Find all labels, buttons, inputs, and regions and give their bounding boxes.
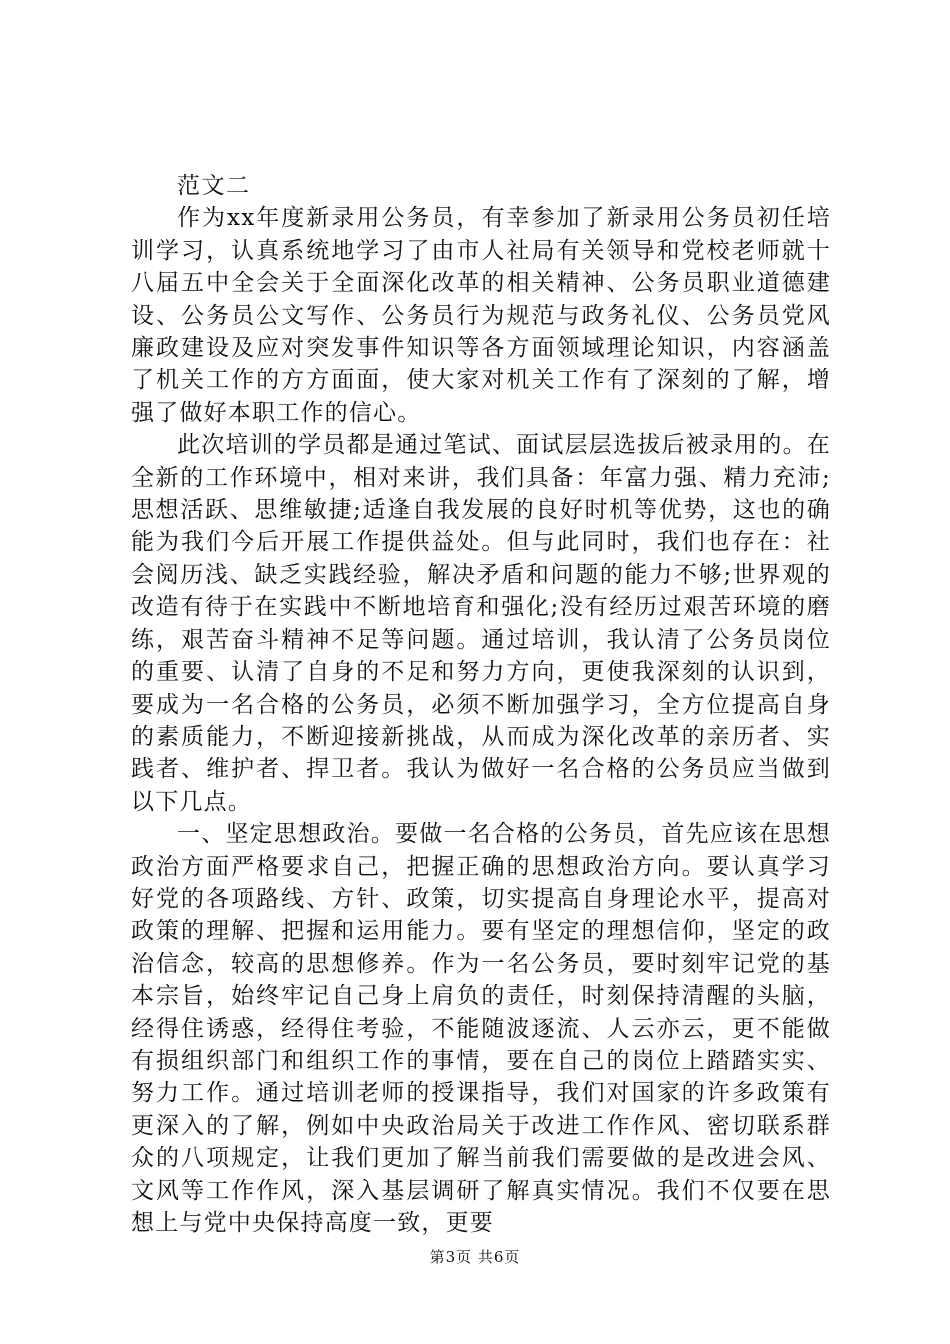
- document-body: [131, 170, 831, 1239]
- paragraph-intro: 作为xx年度新录用公务员，有幸参加了新录用公务员初任培训学习，认真系统地学习了由市人社局有关领导和党校老师就十八届五中全会关于全面深化改革的相关精神、公务员职业道德建设、公务员公文写作、公务员行为规范与政务礼仪、公务员党风廉政建设及应对突发事件知识等各方面领域理论知识，内容涵盖了机关工作的方方面面，使大家对机关工作有了深刻的了解，增强了做好本职工作的信心。: [131, 205, 831, 426]
- paragraph-training: 此次培训的学员都是通过笔试、面试层层选拔后被录用的。在全新的工作环境中，相对来讲，我们具备：年富力强、精力充沛;思想活跃、思维敏捷;适逢自我发展的良好时机等优势，这也的确能为我们今后开展工作提供益处。但与此同时，我们也存在：社会阅历浅、缺乏实践经验，解决矛盾和问题的能力不够;世界观的改造有待于在实践中不断地培育和强化;没有经历过艰苦环境的磨练，艰苦奋斗精神不足等问题。通过培训，我认清了公务员岗位的重要、认清了自身的不足和努力方向，更使我深刻的认识到，要成为一名合格的公务员，必须不断加强学习，全方位提高自身的素质能力，不断迎接新挑战，从而成为深化改革的亲历者、实践者、维护者、捍卫者。我认为做好一名合格的公务员应当做到以下几点。: [131, 432, 831, 815]
- section-heading: 范文二: [177, 173, 251, 199]
- page-footer: 第3页 共6页: [429, 1248, 521, 1266]
- paragraph-political: 一、坚定思想政治。要做一名合格的公务员，首先应该在思想政治方面严格要求自己，把握正确的思想政治方向。要认真学习好党的各项路线、方针、政策，切实提高自身理论水平，提高对政策的理解、把握和运用能力。要有坚定的理想信仰，坚定的政治信念，较高的思想修养。作为一名公务员，要时刻牢记党的基本宗旨，始终牢记自己身上肩负的责任，时刻保持清醒的头脑，经得住诱惑，经得住考验，不能随波逐流、人云亦云，更不能做有损组织部门和组织工作的事情，要在自己的岗位上踏踏实实、努力工作。通过培训老师的授课指导，我们对国家的许多政策有更深入的了解，例如中央政治局关于改进工作作风、密切联系群众的八项规定，让我们更加了解当前我们需要做的是改进会风、文风等工作作风，深入基层调研了解真实情况。我们不仅要在思想上与党中央保持高度一致，更要: [131, 821, 831, 1236]
